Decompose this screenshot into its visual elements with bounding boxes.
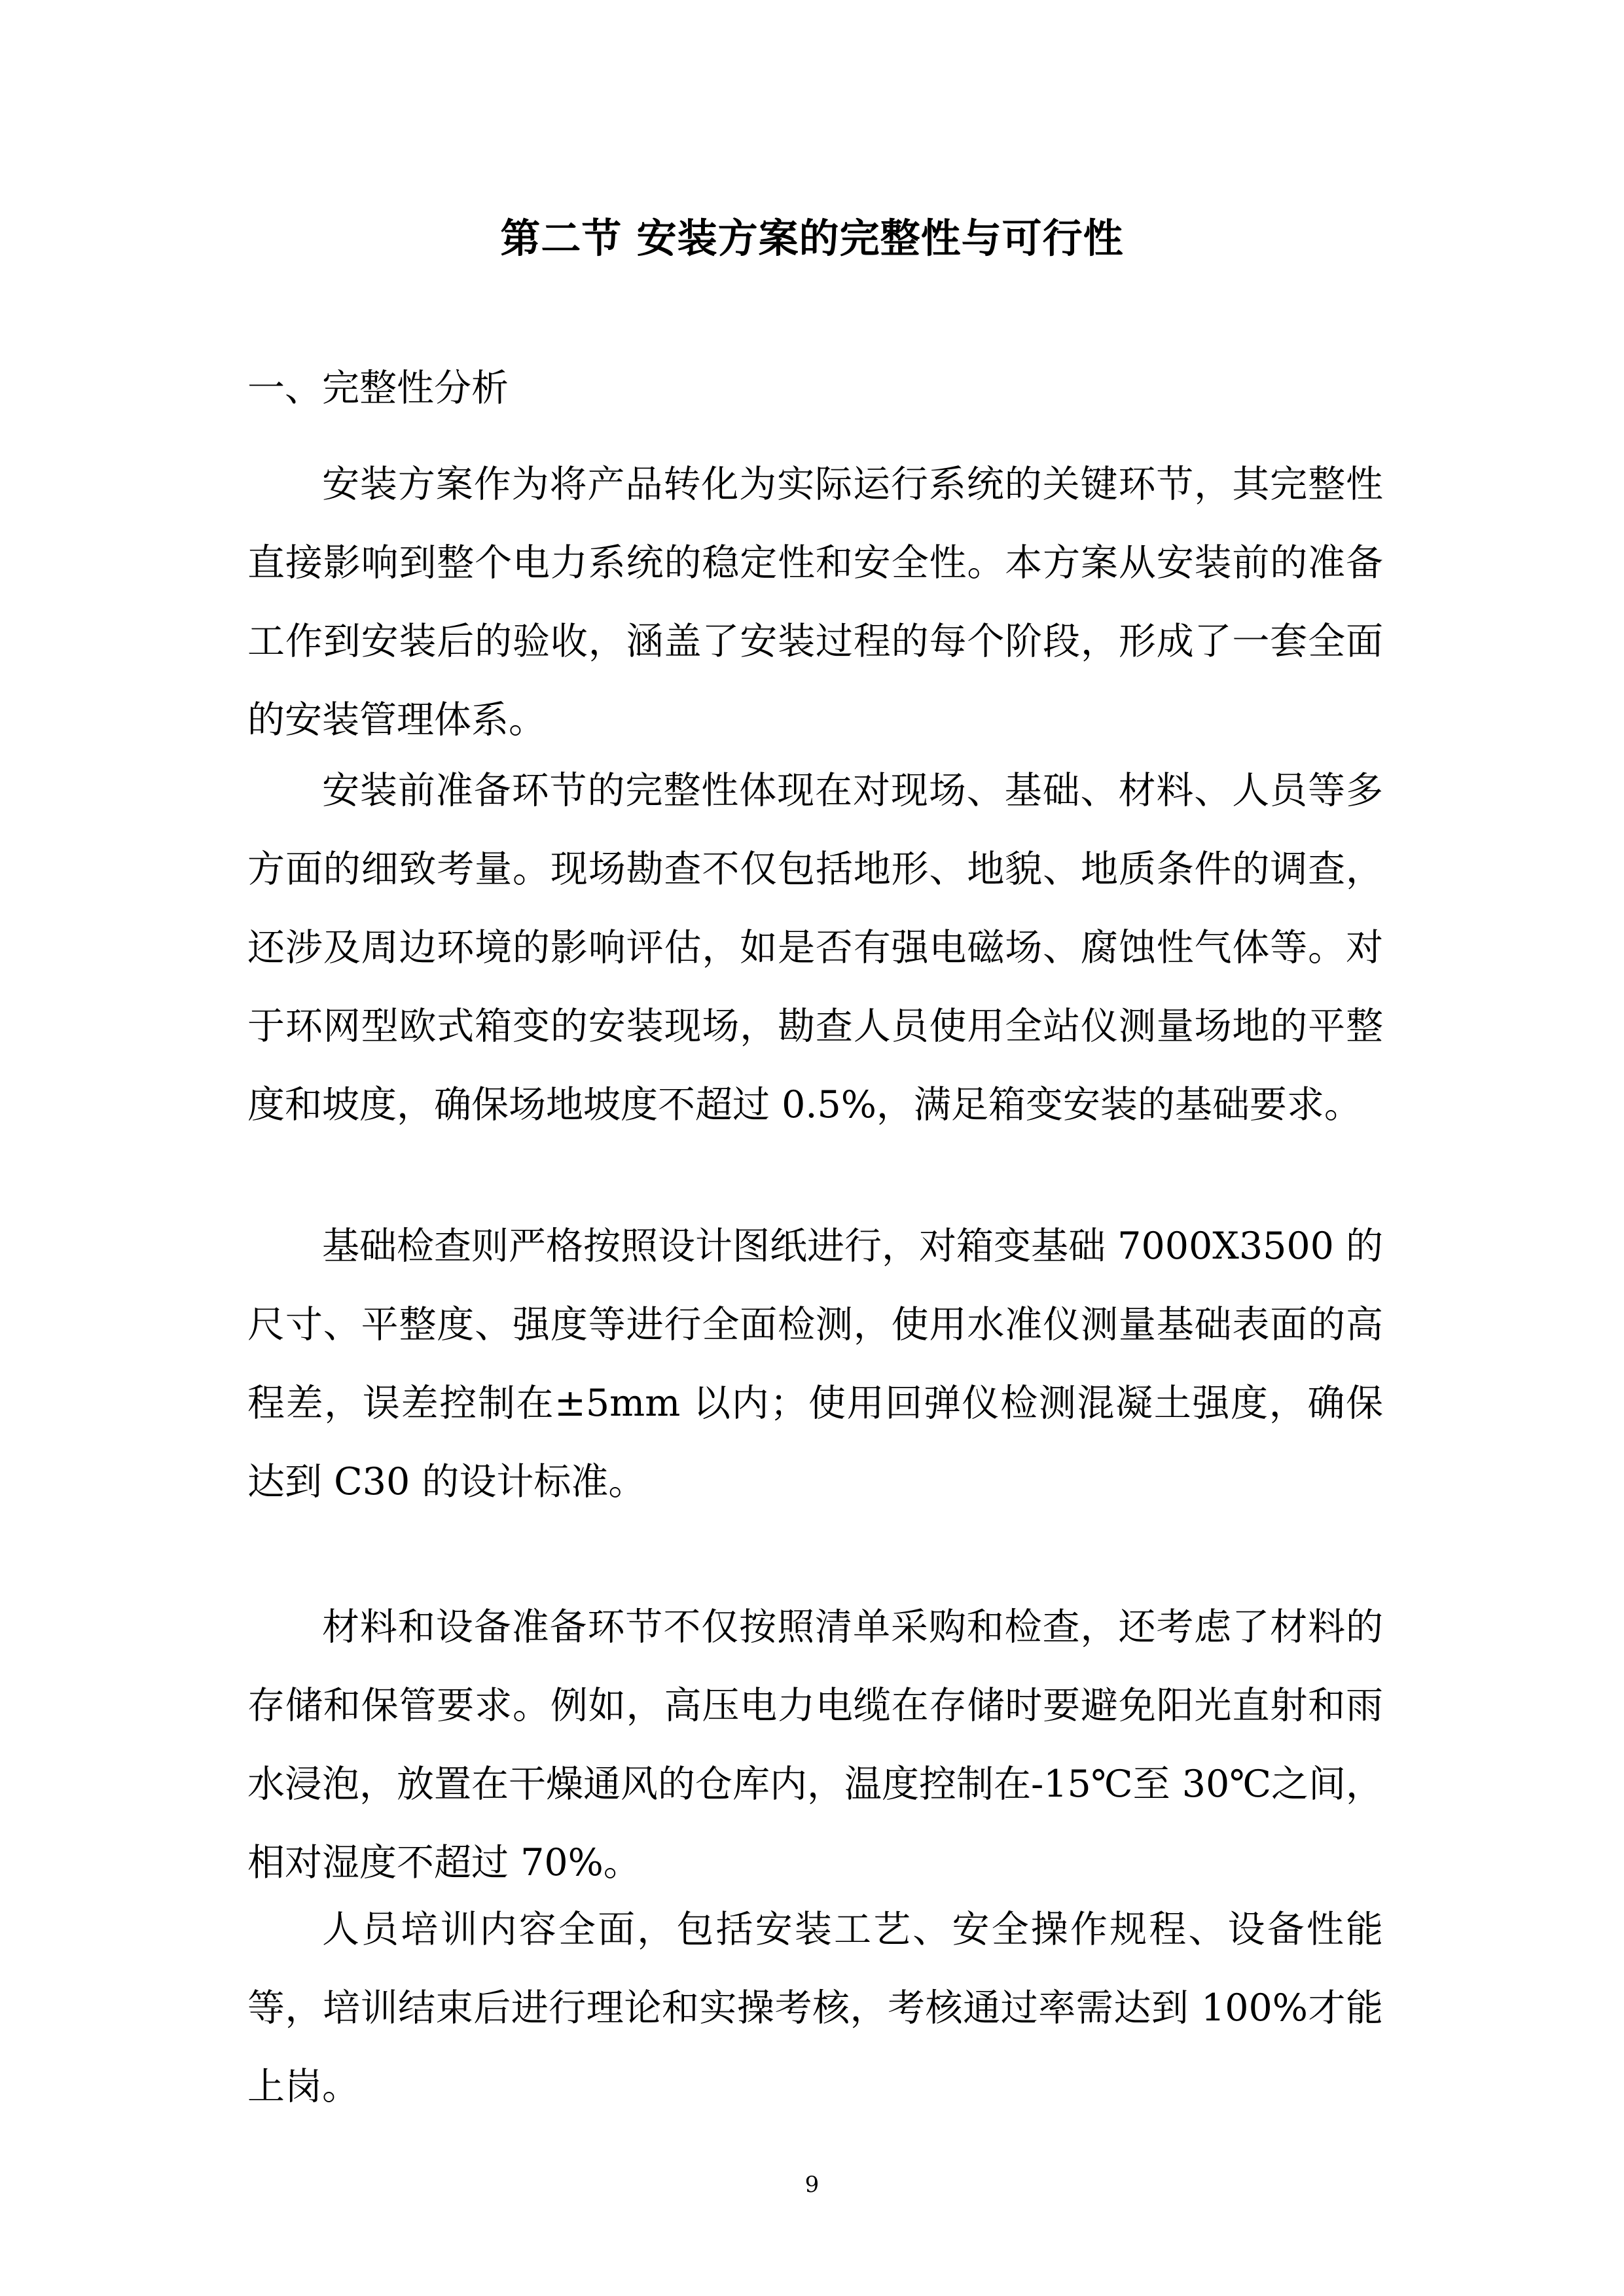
- paragraph: 人员培训内容全面，包括安装工艺、安全操作规程、设备性能等，培训结束后进行理论和实操考核，考核通过率需达到 100%才能上岗。: [247, 1908, 1383, 2108]
- subsection-heading: 一、完整性分析: [247, 367, 509, 410]
- paragraph: 安装前准备环节的完整性体现在对现场、基础、材料、人员等多方面的细致考量。现场勘查不仅包括地形、地貌、地质条件的调查，还涉及周边环境的影响评估，如是否有强电磁场、腐蚀性气体等。对于环网型欧式箱变的安装现场，勘查人员使用全站仪测量场地的平整度和坡度，确保场地坡度不超过 0.5%，满足箱变安装的基础要求。: [247, 769, 1383, 1126]
- paragraph: 材料和设备准备环节不仅按照清单采购和检查，还考虑了材料的存储和保管要求。例如，高压电力电缆在存储时要避免阳光直射和雨水浸泡，放置在干燥通风的仓库内，温度控制在-15℃至 30℃之间，相对湿度不超过 70%。: [247, 1605, 1383, 1884]
- paragraph: 安装方案作为将产品转化为实际运行系统的关键环节，其完整性直接影响到整个电力系统的稳定性和安全性。本方案从安装前的准备工作到安装后的验收，涵盖了安装过程的每个阶段，形成了一套全面的安装管理体系。: [247, 463, 1383, 742]
- section-title: 第二节 安装方案的完整性与可行性: [500, 215, 1124, 262]
- paragraph: 基础检查则严格按照设计图纸进行，对箱变基础 7000X3500 的尺寸、平整度、强度等进行全面检测，使用水准仪测量基础表面的高程差，误差控制在±5mm 以内；使用回弹仪检测混凝土强度，确保达到 C30 的设计标准。: [247, 1225, 1383, 1503]
- page-number: 9: [804, 2172, 820, 2198]
